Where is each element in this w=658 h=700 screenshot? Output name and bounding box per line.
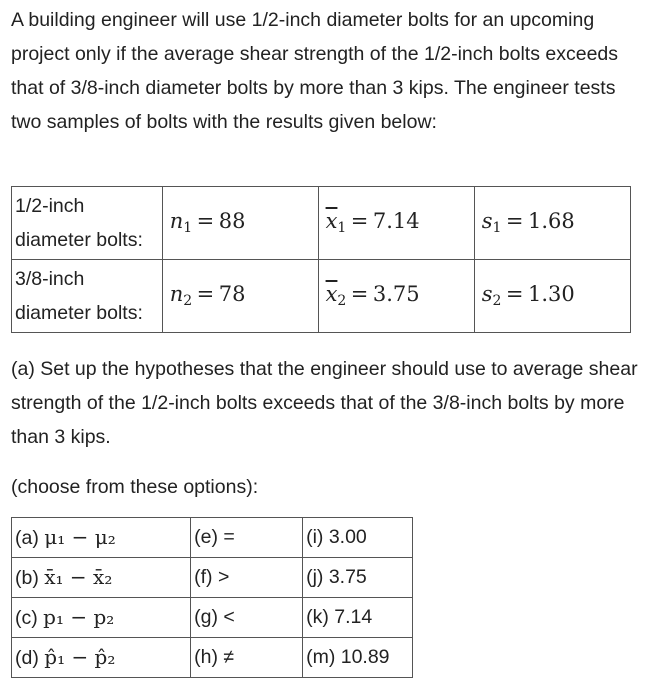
sample-mean-cell bbox=[318, 187, 474, 260]
xbar-symbol: $\overline{x}$ bbox=[325, 209, 338, 234]
value-option: (k) 7.14 bbox=[303, 598, 413, 638]
sample-label bbox=[12, 260, 163, 333]
part-a-question: (a) Set up the hypotheses that the engineer should use to average shear strength of the 1/2-inch bolts exceeds that of the 3/8-inch bolts by more than 3 kips. bbox=[11, 358, 638, 448]
equals-sign: = bbox=[350, 209, 369, 234]
s-value: 1.68 bbox=[527, 209, 575, 234]
parameter-option bbox=[12, 518, 191, 558]
relation-option: (f) > bbox=[191, 558, 303, 598]
n-subscript: 2 bbox=[183, 293, 193, 310]
equals-sign: = bbox=[196, 209, 215, 234]
sample-size-cell bbox=[162, 187, 318, 260]
equals-sign: = bbox=[196, 282, 215, 307]
sample-label-line2: diameter bolts: bbox=[15, 302, 143, 324]
option-expression: x̄₁ − x̄₂ bbox=[44, 565, 113, 589]
s-subscript: 1 bbox=[492, 220, 502, 237]
option-expression: μ₁ − μ₂ bbox=[44, 525, 116, 549]
xbar-value: 7.14 bbox=[372, 209, 420, 234]
relation-option: (g) < bbox=[191, 598, 303, 638]
n-symbol: n bbox=[169, 282, 184, 307]
table-row bbox=[12, 518, 413, 558]
s-symbol: s bbox=[481, 282, 493, 307]
sample-sd-cell bbox=[474, 187, 630, 260]
option-letter: (c) bbox=[15, 607, 38, 629]
option-expression: p̂₁ − p̂₂ bbox=[44, 645, 116, 669]
equals-sign: = bbox=[505, 282, 524, 307]
s-value: 1.30 bbox=[527, 282, 575, 307]
xbar-subscript: 2 bbox=[337, 293, 347, 310]
xbar-subscript: 1 bbox=[337, 220, 347, 237]
equals-sign: = bbox=[350, 282, 369, 307]
intro-paragraph: A building engineer will use 1/2-inch diameter bolts for an upcoming project only if the average shear strength of the 1/2-inch bolts exceeds that of 3/8-inch diameter bolts by more than 3 kips. The engineer tests two samples of bolts with the results given below: bbox=[11, 9, 619, 133]
option-letter: (b) bbox=[15, 567, 39, 589]
s-symbol: s bbox=[481, 209, 493, 234]
table-row bbox=[12, 638, 413, 678]
options-table bbox=[11, 517, 413, 678]
s-subscript: 2 bbox=[492, 293, 502, 310]
parameter-option bbox=[12, 638, 191, 678]
xbar-value: 3.75 bbox=[372, 282, 420, 307]
n-symbol: n bbox=[169, 209, 184, 234]
sample-sd-cell bbox=[474, 260, 630, 333]
sample-mean-cell bbox=[318, 260, 474, 333]
value-option: (m) 10.89 bbox=[303, 638, 413, 678]
relation-option: (e) = bbox=[191, 518, 303, 558]
table-row bbox=[12, 598, 413, 638]
table-row bbox=[12, 187, 631, 260]
xbar-symbol: $\overline{x}$ bbox=[325, 282, 338, 307]
option-letter: (a) bbox=[15, 527, 39, 549]
sample-label bbox=[12, 187, 163, 260]
table-row bbox=[12, 558, 413, 598]
n-value: 88 bbox=[218, 209, 246, 234]
table-row bbox=[12, 260, 631, 333]
choose-instruction: (choose from these options): bbox=[11, 476, 259, 498]
sample-size-cell bbox=[162, 260, 318, 333]
equals-sign: = bbox=[505, 209, 524, 234]
n-subscript: 1 bbox=[183, 220, 193, 237]
sample-label-line1: 3/8-inch bbox=[15, 268, 85, 290]
option-letter: (d) bbox=[15, 647, 39, 669]
parameter-option bbox=[12, 598, 191, 638]
sample-label-line1: 1/2-inch bbox=[15, 195, 85, 217]
parameter-option bbox=[12, 558, 191, 598]
sample-label-line2: diameter bolts: bbox=[15, 229, 143, 251]
sample-results-table bbox=[11, 186, 631, 333]
option-expression: p₁ − p₂ bbox=[43, 605, 115, 629]
relation-option: (h) ≠ bbox=[191, 638, 303, 678]
value-option: (j) 3.75 bbox=[303, 558, 413, 598]
n-value: 78 bbox=[218, 282, 246, 307]
value-option: (i) 3.00 bbox=[303, 518, 413, 558]
